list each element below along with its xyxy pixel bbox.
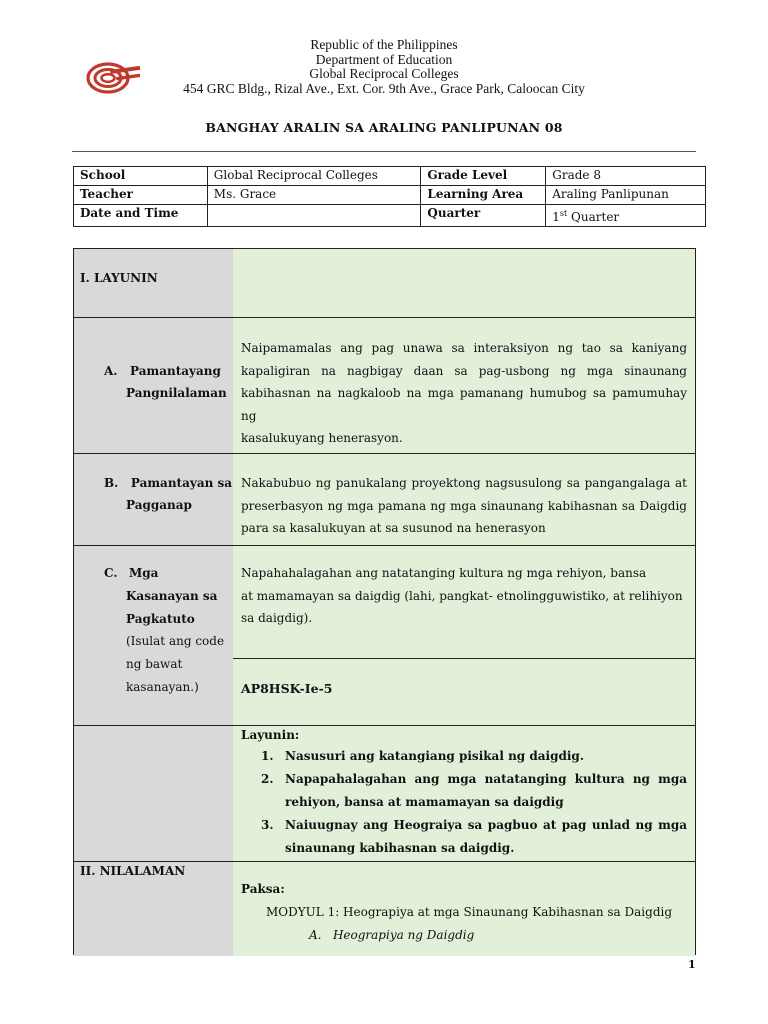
paksa-label: Paksa:: [241, 882, 285, 896]
quarter-suffix: st: [559, 209, 568, 218]
section-a-text-line: kabihasnan na nagkaloob na mga pamanang humubog sa pamumuhay ng: [241, 386, 687, 423]
pamantayang-pangnilalaman-content-cell: [233, 318, 695, 453]
objective-text: Naiuugnay ang Heograiya sa pagbuo at pag unlad ng mga: [285, 818, 687, 832]
section-a-text-line: kapaligiran na nagbigay daan sa pag-usbong ng mga sinaunang: [241, 363, 687, 378]
section-a-line2: Pangnilalaman: [126, 386, 227, 400]
section-b-text-line: para sa kasalukuyan at sa susunod na henerasyon: [241, 521, 546, 535]
section-b-line2: Pagganap: [126, 498, 192, 512]
objective-item: [241, 768, 687, 814]
header-republic: Republic of the Philippines: [310, 37, 458, 52]
section-a-letter: A.: [104, 364, 118, 378]
section-b-letter: B.: [104, 476, 119, 490]
objective-text: sinaunang kabihasnan sa daigdig.: [285, 840, 515, 855]
pamantayang-pangnilalaman-label-cell: [74, 318, 234, 453]
section-c-line6: kasanayan.): [126, 679, 199, 694]
layunin-heading: I. LAYUNIN: [80, 271, 158, 285]
section-c-line1: Mga: [128, 566, 159, 580]
info-row-school: [74, 167, 706, 186]
objective-number: 2.: [261, 772, 274, 786]
mga-kasanayan-content-cell: [233, 546, 695, 658]
quarter-value: [546, 205, 706, 227]
teacher-value: Ms. Grace: [207, 186, 421, 205]
section-c-text-line: sa daigdig).: [241, 611, 313, 625]
teacher-label: Teacher: [74, 186, 208, 205]
competency-code: AP8HSK-Ie-5: [241, 681, 333, 696]
title-divider: [72, 151, 696, 152]
grade-level-value: Grade 8: [546, 167, 706, 186]
mga-kasanayan-label-cell: [74, 546, 234, 725]
subtopic-letter: A.: [309, 928, 322, 942]
document-title: BANGHAY ARALIN SA ARALING PANLIPUNAN 08: [205, 120, 563, 135]
section-c-text-line: at mamamayan sa daigdig (lahi, pangkat- etnolingguwistiko, at relihiyon: [241, 588, 683, 603]
section-c-text: [241, 562, 687, 630]
section-a-text-line: kasalukuyang henerasyon.: [241, 431, 403, 445]
section-c-label: [104, 562, 224, 699]
info-table: [73, 166, 706, 227]
quarter-word: Quarter: [567, 210, 620, 224]
objectives-label-cell: [74, 726, 234, 861]
info-row-date: [74, 205, 706, 227]
section-a-line1: Pamantayang: [130, 364, 221, 378]
objective-text: Napapahalagahan ang mga natatanging kultura ng mga: [285, 772, 687, 786]
objective-text: Nasusuri ang katangiang pisikal ng daigdig.: [285, 749, 584, 763]
header-college: Global Reciprocal Colleges: [309, 66, 459, 82]
section-c-line5: ng bawat: [126, 657, 183, 672]
section-b-text: [241, 472, 687, 540]
section-b-text-line: preserbasyon ng mga pamana ng mga sinaunang kabihasnan sa Daigdig: [241, 498, 687, 513]
objectives-heading: Layunin:: [241, 728, 300, 742]
section-b-line1: Pamantayan sa: [130, 476, 233, 490]
section-c-line2: Kasanayan sa: [126, 588, 218, 603]
grade-level-label: Grade Level: [421, 167, 546, 186]
objective-item: [241, 745, 687, 768]
lesson-plan-table: [73, 248, 696, 955]
school-label: School: [74, 167, 208, 186]
subtopic-title: Heograpiya ng Daigdig: [332, 928, 475, 942]
pamantayan-sa-pagganap-label-cell: [74, 454, 234, 545]
nilalaman-heading: II. NILALAMAN: [80, 864, 186, 878]
section-a-text-line: Naipamamalas ang pag unawa sa interaksiyon ng tao sa kaniyang: [241, 341, 687, 355]
nilalaman-label-cell: [74, 862, 234, 956]
learning-area-label: Learning Area: [421, 186, 546, 205]
pamantayan-sa-pagganap-content-cell: [233, 454, 695, 545]
section-b-text-line: Nakabubuo ng panukalang proyektong nagsusulong sa pangangalaga at: [241, 476, 687, 490]
competency-code-cell: [233, 659, 695, 725]
objectives-content-cell: [233, 726, 695, 861]
nilalaman-content-cell: [233, 862, 695, 956]
subtopic: [309, 928, 474, 942]
section-b-label: [104, 472, 232, 516]
modyul-title: MODYUL 1: Heograpiya at mga Sinaunang Kabihasnan sa Daigdig: [266, 905, 673, 919]
date-time-value: [207, 205, 421, 227]
learning-area-value: Araling Panlipunan: [546, 186, 706, 205]
objective-number: 3.: [261, 818, 274, 832]
document-header: [0, 38, 768, 97]
section-c-line3: Pagkatuto: [126, 611, 195, 626]
objective-item: [241, 814, 687, 860]
section-a-text: [241, 337, 687, 450]
quarter-number: 1: [552, 210, 560, 224]
section-c-text-line: Napahahalagahan ang natatanging kultura ng mga rehiyon, bansa: [241, 566, 647, 580]
date-time-label: Date and Time: [74, 205, 208, 227]
layunin-content-cell: [233, 249, 695, 317]
layunin-label-cell: [74, 249, 234, 317]
info-row-teacher: [74, 186, 706, 205]
section-c-line4: (Isulat ang code: [126, 634, 225, 649]
header-address: 454 GRC Bldg., Rizal Ave., Ext. Cor. 9th Ave., Grace Park, Caloocan City: [183, 81, 585, 97]
objective-text: rehiyon, bansa at mamamayan sa daigdig: [285, 794, 564, 809]
section-c-letter: C.: [104, 566, 118, 580]
objective-number: 1.: [261, 749, 274, 763]
section-a-label: [104, 360, 227, 404]
quarter-label: Quarter: [421, 205, 546, 227]
header-department: Department of Education: [315, 51, 453, 67]
page-number: 1: [688, 958, 696, 971]
school-value: Global Reciprocal Colleges: [207, 167, 421, 186]
